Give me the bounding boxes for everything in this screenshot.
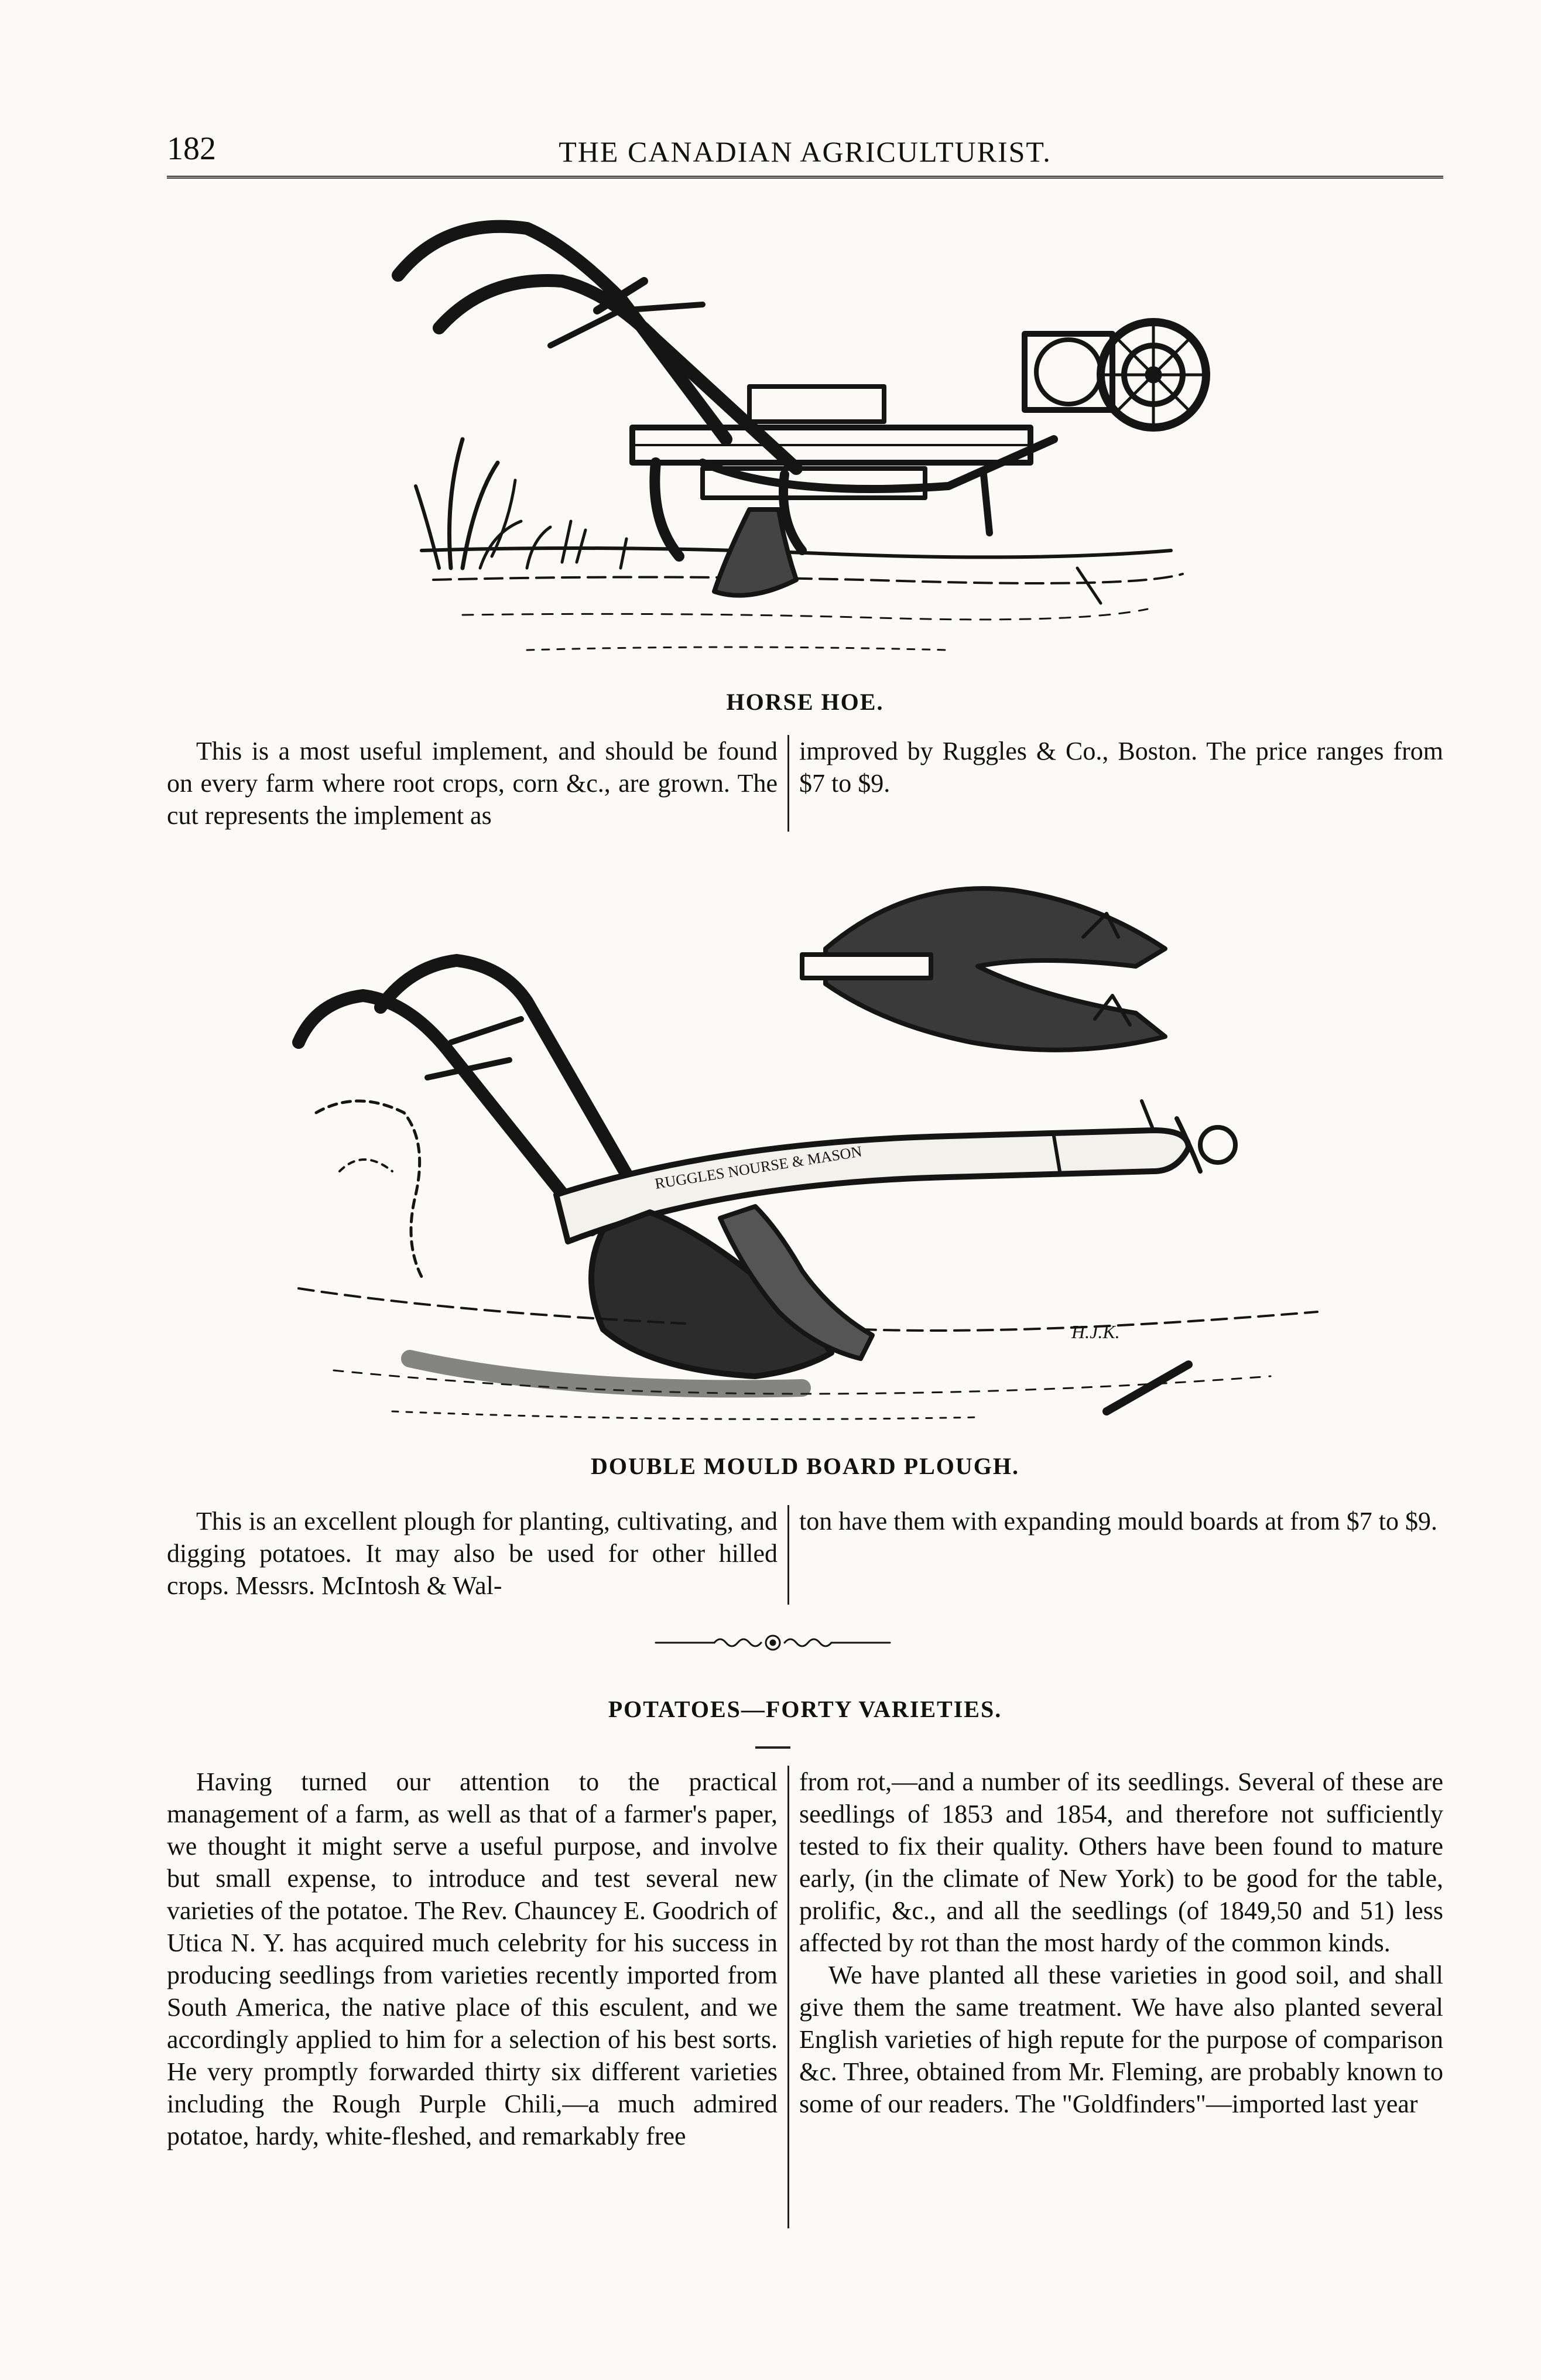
header-rule (167, 176, 1443, 179)
title-rule (755, 1746, 790, 1749)
figure-caption-plough: DOUBLE MOULD BOARD PLOUGH. (590, 1453, 1020, 1479)
article-body (167, 1766, 1443, 2234)
column-divider (787, 1766, 789, 2228)
article-title: POTATOES—FORTY VARIETIES. (608, 1696, 1002, 1722)
horse-hoe-text-right: improved by Ruggles & Co., Boston. The price ranges from $7 to $9. (799, 737, 1443, 798)
article-paragraph: We have planted all these varieties in good soil, and shall give them the same treatment. We have also planted several English varieties of high repute for the purpose of comparison &c. Three, obtained from Mr. Fleming, are probably known to some of our readers. The "Goldfinders"—imported last year (799, 1961, 1443, 2118)
article-paragraph: from rot,—and a number of its seedlings. Several of these are seedlings of 1853 and 1854, and therefore not sufficiently tested to fix their quality. Others have been found to mature early, (in the climate of New York) to be good for the table, prolific, &c., and all the seedlings (of 1849,50 and 51) less affected by rot than the most hardy of the common kinds. (799, 1767, 1443, 1957)
horse-hoe-description (167, 735, 1443, 835)
page-number: 182 (167, 131, 216, 167)
horse-hoe-illustration (375, 193, 1247, 685)
plough-text-right: ton have them with expanding mould boards at from $7 to $9. (799, 1507, 1438, 1536)
engraver-signature: H.J.K. (1071, 1321, 1120, 1342)
horse-hoe-engraving (375, 193, 1247, 685)
figure-caption-horse-hoe: HORSE HOE. (726, 689, 884, 715)
article-column-right (799, 1766, 1443, 2120)
page-header (167, 130, 1443, 171)
column-divider (787, 1505, 789, 1605)
plough-engraving (275, 867, 1329, 1435)
plough-text-left: This is an excellent plough for planting, cultivating, and digging potatoes. It may also be used for other hilled crops. Messrs. McIntosh & Wal- (167, 1507, 778, 1600)
running-title: THE CANADIAN AGRICULTURIST. (559, 135, 1052, 168)
column-divider (787, 735, 789, 832)
section-ornament (644, 1631, 902, 1654)
article-column-left (167, 1766, 778, 2152)
article-paragraph: Having turned our attention to the practical management of a farm, as well as that of a farmer's paper, we thought it might serve a useful purpose, and involve but small expense, to introduce and test several new varieties of the potatoe. The Rev. Chauncey E. Goodrich of Utica N. Y. has acquired much celebrity for his success in producing seedlings from varieties recently imported from South America, the native place of this esculent, and we accordingly applied to him for a selection of his best sorts. He very promptly forwarded thirty six different varieties including the Rough Purple Chili,—a much admired potatoe, hardy, white-fleshed, and remarkably free (167, 1767, 778, 2150)
horse-hoe-text-left: This is a most useful implement, and should be found on every farm where root crops, corn &c., are grown. The cut represents the implement as (167, 737, 778, 830)
beam-inscription: RUGGLES NOURSE & MASON (653, 1143, 864, 1192)
double-mould-board-plough-illustration (275, 867, 1329, 1435)
plough-description (167, 1505, 1443, 1605)
